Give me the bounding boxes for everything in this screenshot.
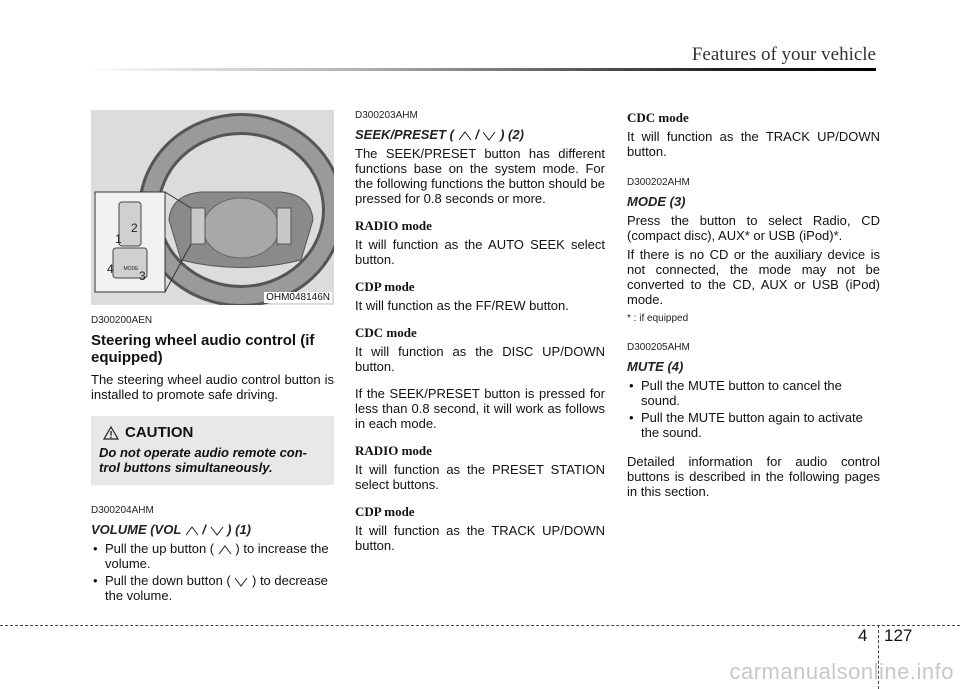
mode-code: D300202AHM bbox=[627, 177, 690, 188]
page-number: 127 bbox=[884, 626, 913, 645]
watermark: carmanualsonline.info bbox=[729, 659, 954, 684]
mode-text-1: Press the button to select Radio, CD (compact disc), AUX* or USB (iPod)*. bbox=[627, 213, 880, 243]
up-chevron-icon bbox=[218, 545, 232, 555]
caution-header bbox=[103, 424, 326, 441]
cdc-mode-text: It will function as the DISC UP/DOWN button. bbox=[355, 344, 605, 374]
caution-label: CAUTION bbox=[125, 424, 194, 441]
down-chevron-icon bbox=[234, 577, 248, 587]
cdp2-mode-text: It will function as the TRACK UP/DOWN button. bbox=[355, 523, 605, 553]
mode-title: MODE (3) bbox=[627, 194, 686, 209]
volume-bullet-up: • Pull the up button ( ) to increase the volume. bbox=[91, 541, 334, 571]
radio2-mode-heading: RADIO mode bbox=[355, 443, 432, 458]
detail-text: Detailed information for audio control buttons is described in the following pages in this section. bbox=[627, 454, 880, 499]
header-rule bbox=[84, 68, 876, 71]
down-chevron-icon bbox=[482, 131, 496, 141]
section-code: D300200AEN bbox=[91, 315, 153, 326]
up-chevron-icon bbox=[458, 131, 472, 141]
column-2 bbox=[355, 110, 605, 553]
mute-bullet-2: • Pull the MUTE button again to activate the sound. bbox=[627, 410, 880, 440]
column-1 bbox=[91, 110, 334, 605]
cdp-mode-text: It will function as the FF/REW button. bbox=[355, 298, 569, 313]
page-header-title: Features of your vehicle bbox=[691, 44, 876, 65]
cdc-mode-heading: CDC mode bbox=[355, 325, 417, 340]
down-chevron-icon bbox=[210, 526, 224, 536]
mute-code: D300205AHM bbox=[627, 342, 690, 353]
short-press-text: If the SEEK/PRESET button is pressed for less than 0.8 second, it will work as follows in each mode. bbox=[355, 386, 605, 431]
seek-code: D300203AHM bbox=[355, 110, 418, 121]
mode-text-2: If there is no CD or the auxiliary device is not connected, the mode may not be converted to the CD, AUX or USB (iPod) mode. bbox=[627, 247, 880, 307]
radio2-mode-text: It will function as the PRESET STATION select buttons. bbox=[355, 462, 605, 492]
cdc2-mode-heading: CDC mode bbox=[627, 110, 689, 125]
steering-wheel-illustration bbox=[91, 110, 334, 305]
mute-bullet-1: • Pull the MUTE button to cancel the sound. bbox=[627, 378, 880, 408]
mode-label: MODE bbox=[123, 266, 139, 272]
volume-code: D300204AHM bbox=[91, 505, 154, 516]
intro-text: The steering wheel audio control button is installed to promote safe driving. bbox=[91, 372, 334, 402]
up-chevron-icon bbox=[185, 526, 199, 536]
seek-intro: The SEEK/PRESET button has different functions base on the system mode. For the following functions the button should be pressed for 0.8 seconds or more. bbox=[355, 146, 605, 206]
section-title: Steering wheel audio control (if equipped) bbox=[91, 332, 315, 366]
column-3 bbox=[627, 110, 880, 499]
figure-code: OHM048146N bbox=[266, 292, 330, 303]
chapter-number: 4 bbox=[858, 626, 868, 645]
cdc2-mode-text: It will function as the TRACK UP/DOWN button. bbox=[627, 129, 880, 159]
caution-text: Do not operate audio remote con- trol buttons simultaneously. bbox=[99, 445, 308, 475]
footer-rule bbox=[0, 625, 960, 626]
cdp-mode-heading: CDP mode bbox=[355, 279, 415, 294]
volume-bullet-down: • Pull the down button ( ) to decrease the volume. bbox=[91, 573, 334, 603]
warning-triangle-icon bbox=[103, 426, 119, 440]
footnote: * : if equipped bbox=[627, 313, 689, 324]
callout-4: 4 bbox=[107, 262, 114, 276]
radio-mode-text: It will function as the AUTO SEEK select button. bbox=[355, 237, 605, 267]
mute-title: MUTE (4) bbox=[627, 359, 684, 374]
callout-2: 2 bbox=[131, 221, 138, 235]
cdp2-mode-heading: CDP mode bbox=[355, 504, 415, 519]
seek-title: SEEK/PRESET ( / ) (2) bbox=[355, 127, 524, 142]
callout-1: 1 bbox=[115, 232, 122, 246]
volume-title: VOLUME (VOL / ) (1) bbox=[91, 522, 252, 537]
steering-wheel-figure bbox=[91, 110, 334, 305]
radio-mode-heading: RADIO mode bbox=[355, 218, 432, 233]
caution-box bbox=[91, 416, 334, 485]
callout-3: 3 bbox=[139, 269, 146, 283]
